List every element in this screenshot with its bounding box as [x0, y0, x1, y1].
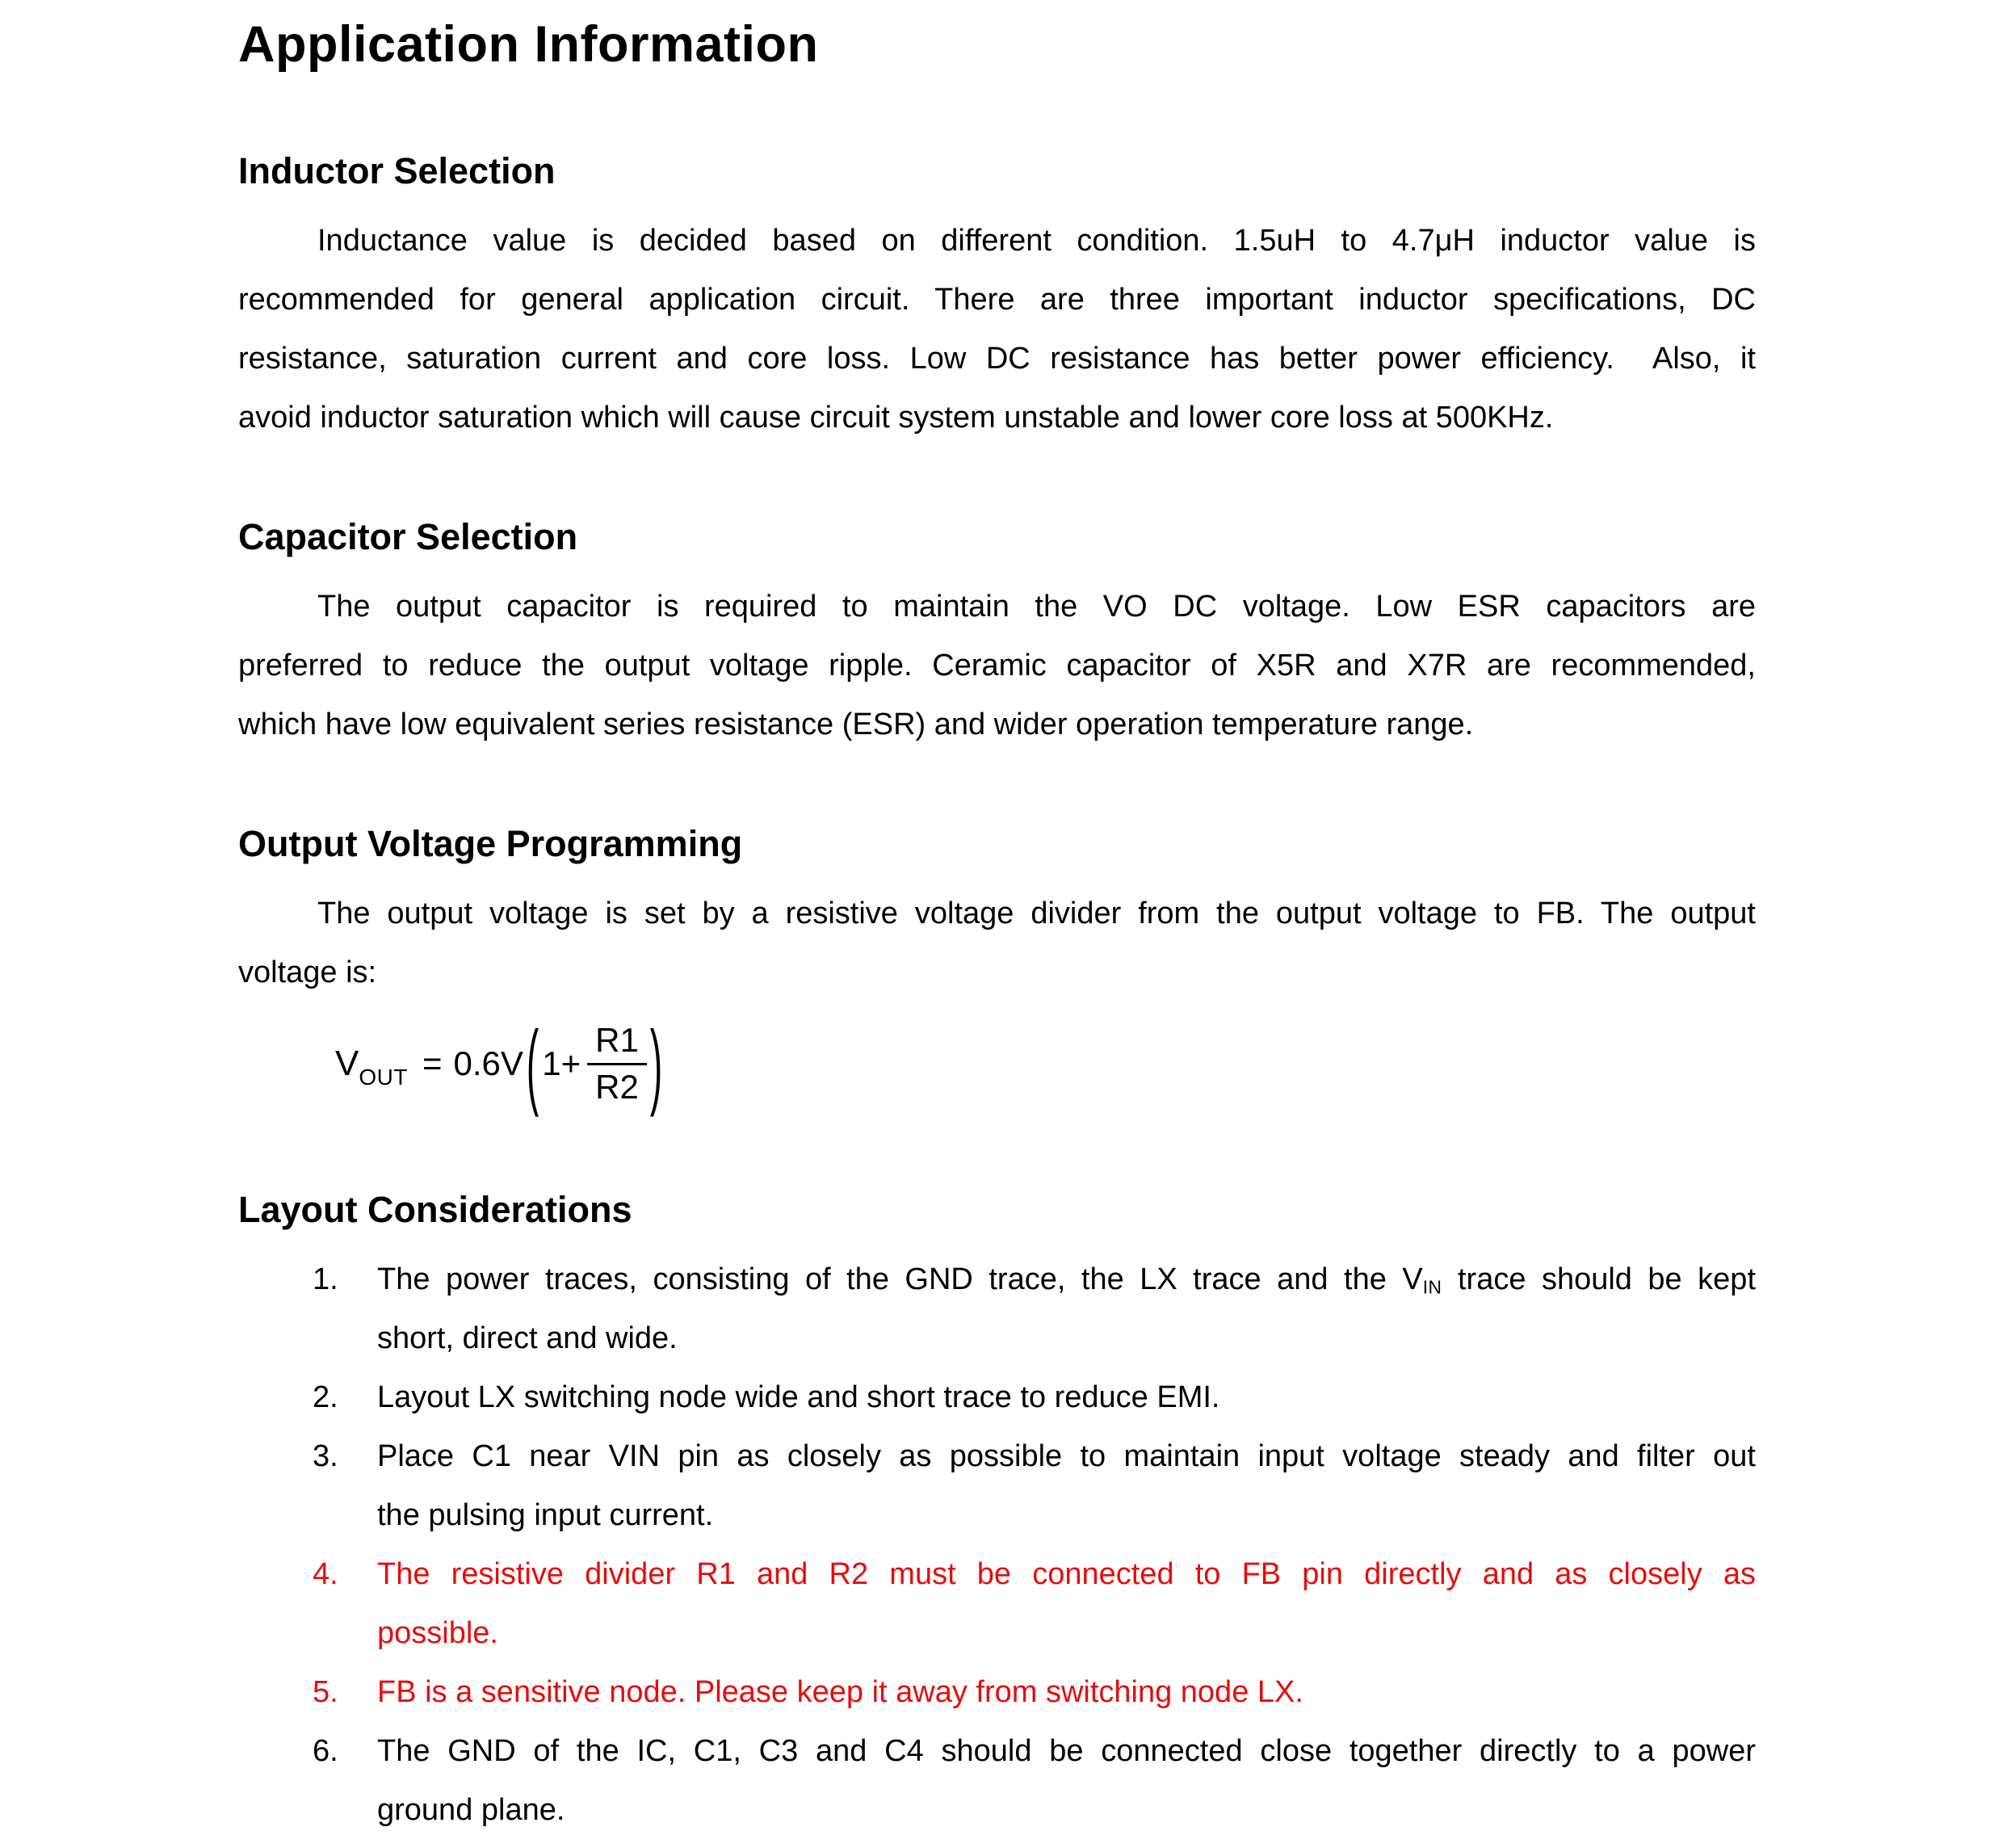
- text-segment: possible.: [377, 1616, 498, 1650]
- text-line: [238, 943, 1756, 1002]
- formula-coefficient: 0.6V: [453, 1044, 523, 1082]
- output-voltage-formula: [335, 1010, 1756, 1118]
- text-line: [377, 1486, 1756, 1545]
- text-segment: The resistive divider R1 and R2 must be connected to FB pin directly and as closely as: [377, 1557, 1756, 1591]
- section-inductor-selection: [238, 150, 1756, 447]
- text-line: [377, 1781, 1756, 1840]
- text-line: [238, 578, 1756, 636]
- text-segment: The output capacitor is required to maintain the VO DC voltage. Low ESR capacitors are: [317, 590, 1756, 624]
- text-segment: The output voltage is set by a resistive voltage divider from the output voltage to FB. The output: [317, 897, 1756, 930]
- list-item: [238, 1427, 1756, 1545]
- text-segment: short, direct and wide.: [377, 1321, 678, 1355]
- text-segment: The GND of the IC, C1, C3 and C4 should be connected close together directly to a power: [377, 1734, 1756, 1768]
- fraction-denominator: R2: [587, 1063, 647, 1106]
- text-segment: trace should be kept: [1442, 1262, 1757, 1296]
- right-paren: ): [649, 1010, 663, 1118]
- fraction: [587, 1022, 647, 1105]
- text-line: [238, 695, 1756, 754]
- text-line: [377, 1722, 1756, 1781]
- paragraph: [238, 884, 1756, 1002]
- formula-subscript: OUT: [359, 1065, 408, 1090]
- list-item: [238, 1663, 1756, 1722]
- text-segment: the pulsing input current.: [377, 1498, 714, 1532]
- item-number: 3.: [313, 1439, 338, 1473]
- text-segment: The power traces, consisting of the GND trace, the LX trace and the V: [377, 1262, 1423, 1296]
- formula-variable: V: [335, 1044, 359, 1083]
- numbered-list: [238, 1250, 1756, 1840]
- formula-inner-term: 1+: [542, 1044, 581, 1082]
- text-segment: FB is a sensitive node. Please keep it away from switching node LX.: [377, 1675, 1303, 1709]
- item-text: [377, 1663, 1756, 1722]
- text-line: [238, 330, 1756, 388]
- section-heading: Output Voltage Programming: [238, 823, 743, 864]
- text-line: [377, 1427, 1756, 1486]
- text-segment: recommended for general application circuit. There are three important inductor specifications, DC: [238, 283, 1756, 317]
- list-item: [238, 1250, 1756, 1368]
- text-line: [377, 1545, 1756, 1604]
- item-number: 6.: [313, 1734, 338, 1768]
- fraction-numerator: R1: [595, 1021, 639, 1060]
- text-segment: voltage is:: [238, 956, 377, 989]
- item-number: 1.: [313, 1262, 338, 1296]
- item-number: 4.: [313, 1557, 338, 1591]
- subscript-text: IN: [1422, 1276, 1442, 1298]
- section-layout-considerations: [238, 1191, 1756, 1840]
- text-line: [238, 388, 1756, 447]
- page-title: Application Information: [238, 16, 819, 73]
- section-heading: Inductor Selection: [238, 150, 556, 191]
- item-text: [377, 1250, 1756, 1368]
- text-segment: resistance, saturation current and core loss. Low DC resistance has better power efficiency. Also, it: [238, 342, 1756, 376]
- list-item: [238, 1545, 1756, 1663]
- left-paren: (: [526, 1010, 539, 1118]
- text-line: [238, 636, 1756, 695]
- paragraph: [238, 578, 1756, 754]
- item-text: [377, 1722, 1756, 1840]
- section-output-voltage-programming: [238, 823, 1756, 1118]
- text-line: [377, 1663, 1756, 1722]
- text-line: [377, 1604, 1756, 1663]
- item-number: 2.: [313, 1380, 338, 1414]
- item-text: [377, 1368, 1756, 1427]
- text-line: [377, 1309, 1756, 1368]
- section-heading: Layout Considerations: [238, 1189, 632, 1230]
- text-line: [377, 1368, 1756, 1427]
- text-line: [238, 884, 1756, 943]
- text-line: [377, 1250, 1756, 1309]
- section-heading: Capacitor Selection: [238, 516, 578, 557]
- text-segment: which have low equivalent series resistance (ESR) and wider operation temperature range.: [238, 708, 1474, 741]
- item-text: [377, 1545, 1756, 1663]
- section-capacitor-selection: [238, 516, 1756, 754]
- text-segment: avoid inductor saturation which will cause circuit system unstable and lower core loss at 500KHz.: [238, 401, 1554, 435]
- paragraph: [238, 212, 1756, 447]
- item-number: 5.: [313, 1675, 338, 1709]
- text-segment: Place C1 near VIN pin as closely as possible to maintain input voltage steady and filter out: [377, 1439, 1756, 1473]
- equals-sign: =: [422, 1044, 443, 1082]
- text-segment: Layout LX switching node wide and short trace to reduce EMI.: [377, 1380, 1220, 1414]
- text-segment: Inductance value is decided based on different condition. 1.5uH to 4.7μH inductor value is: [317, 224, 1756, 258]
- item-text: [377, 1427, 1756, 1545]
- text-segment: preferred to reduce the output voltage ripple. Ceramic capacitor of X5R and X7R are recommended,: [238, 649, 1756, 682]
- text-segment: ground plane.: [377, 1793, 565, 1827]
- text-line: [238, 271, 1756, 330]
- list-item: [238, 1722, 1756, 1840]
- text-line: [238, 212, 1756, 271]
- list-item: [238, 1368, 1756, 1427]
